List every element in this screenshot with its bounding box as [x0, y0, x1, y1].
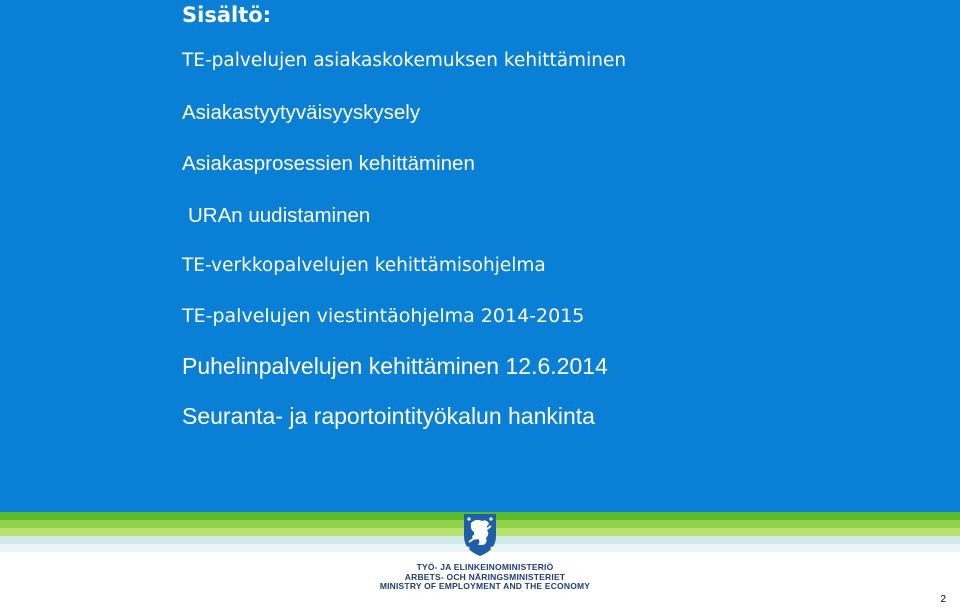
- ministry-name-fi: TYÖ- JA ELINKEINOMINISTERIÖ: [416, 562, 554, 572]
- content-item: URAn uudistaminen: [188, 204, 371, 227]
- content-item: TE-palvelujen viestintäohjelma 2014-2015: [182, 305, 585, 327]
- ministry-name: [370, 563, 600, 592]
- finnish-lion-coat-of-arms-icon: [460, 512, 500, 558]
- content-item: TE-palvelujen asiakaskokemuksen kehittäminen: [182, 50, 627, 71]
- content-item: Puhelinpalvelujen kehittäminen 12.6.2014: [182, 353, 608, 379]
- content-item: Asiakasprosessien kehittäminen: [182, 152, 475, 175]
- content-item: Asiakastyytyväisyyskysely: [182, 101, 421, 124]
- page-number: 2: [940, 594, 946, 605]
- ministry-name-sv: ARBETS- OCH NÄRINGSMINISTERIET: [404, 571, 566, 582]
- slide-title: Sisältö:: [182, 3, 272, 27]
- content-item: Seuranta- ja raportointityökalun hankinta: [182, 403, 595, 429]
- content-item: TE-verkkopalvelujen kehittämisohjelma: [182, 255, 546, 276]
- ministry-name-en: MINISTRY OF EMPLOYMENT AND THE ECONOMY: [379, 581, 591, 591]
